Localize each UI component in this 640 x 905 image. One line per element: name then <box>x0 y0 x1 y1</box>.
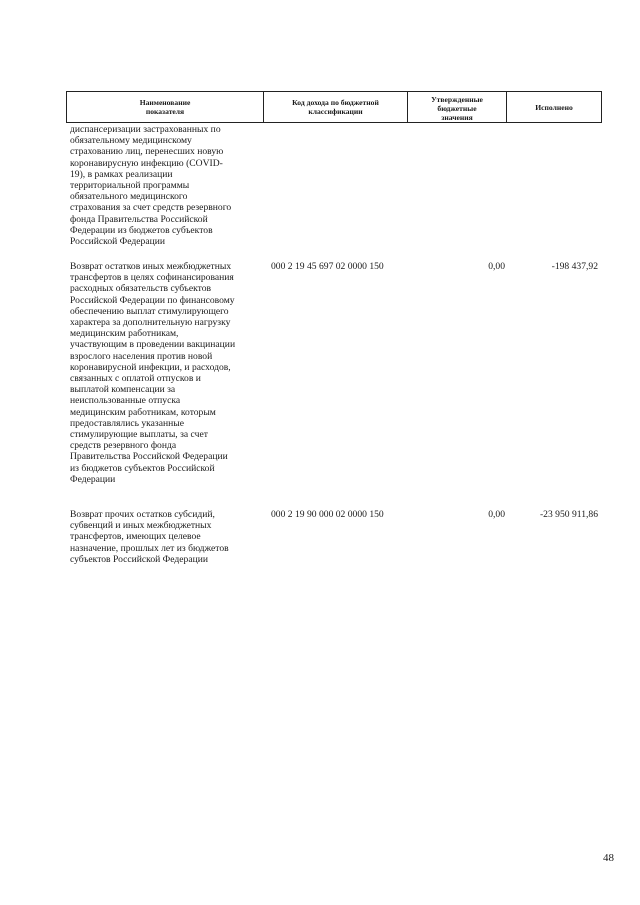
row-name: Возврат прочих остатков субсидий, субвенций и иных межбюджетных трансфертов, имеющих целевое назначение, прошлых лет из бюджетов субъектов Российской Федерации <box>70 509 229 565</box>
header-name-label: Наименование показателя <box>139 98 191 116</box>
row-name: Возврат остатков иных межбюджетных трансфертов в целях софинансирования расходных обязательств субъектов Российской Федерации по финансовому обеспечению выплат стимулирующего характера за дополнительную нагрузку медицинским работникам, участвующим в проведении вакцинации взрослого населения против новой коронавирусной инфекции, и расходов, связанных с оплатой отпусков и выплатой компенсации за неиспользованные отпуска медицинским работникам, которым предоставлялись указанные стимулирующие выплаты, за счет средств резервного фонда Правительства Российской Федерации из бюджетов субъектов Российской Федерации <box>70 261 236 485</box>
header-executed-label: Исполнено <box>535 102 573 112</box>
table-header <box>66 91 602 123</box>
row-name: диспансеризации застрахованных по обязательному медицинскому страхованию лиц, перенесших новую коронавирусную инфекцию (COVID- 19), в рамках реализации территориальной программы обязательного медицинского страхования за счет средств резервного фонда Правительства Российской Федерации из бюджетов субъектов Российской Федерации <box>70 124 232 248</box>
page-number: 48 <box>603 852 614 864</box>
row-code: 000 2 19 90 000 02 0000 150 <box>271 509 384 520</box>
row-code: 000 2 19 45 697 02 0000 150 <box>271 261 384 272</box>
header-code-cell <box>264 92 408 122</box>
header-code-label: Код дохода по бюджетной классификации <box>292 98 379 116</box>
row-executed: -198 437,92 <box>551 261 598 272</box>
header-executed-cell <box>507 92 601 122</box>
row-approved: 0,00 <box>488 261 505 272</box>
row-approved: 0,00 <box>488 509 505 520</box>
header-approved-cell <box>408 92 507 122</box>
header-name-cell <box>67 92 264 122</box>
header-approved-label: Утвержденные бюджетные значения <box>431 94 483 122</box>
row-executed: -23 950 911,86 <box>539 509 598 520</box>
